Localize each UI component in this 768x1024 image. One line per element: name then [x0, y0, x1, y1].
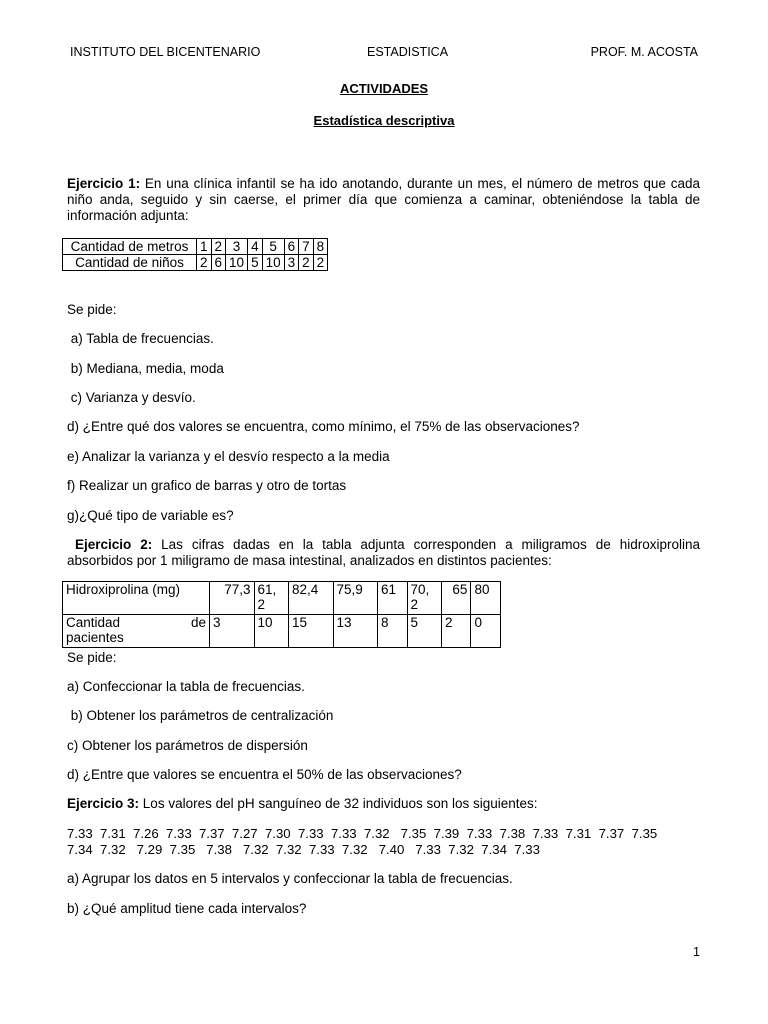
- table-cell: 70, 2: [407, 582, 441, 615]
- exercise-2-text: Las cifras dadas en la tabla adjunta corresponden a miligramos de hidroxiprolina absorbidos por 1 miligramo de masa intestinal, analizados en distintos pacientes:: [67, 537, 700, 568]
- table-cell: 3: [284, 255, 299, 271]
- exercise-2-se-pide: Se pide:: [67, 650, 117, 665]
- table-cell: 75,9: [333, 582, 378, 615]
- table-cell: 15: [289, 615, 334, 648]
- list-item: g)¿Qué tipo de variable es?: [67, 508, 234, 523]
- exercise-1-label: Ejercicio 1:: [67, 176, 141, 191]
- table-cell: 80: [471, 582, 501, 615]
- exercise-1-se-pide: Se pide:: [67, 302, 117, 317]
- table-cell: 1: [197, 239, 212, 255]
- table-cell: 2: [313, 255, 328, 271]
- exercise-3-label: Ejercicio 3:: [67, 796, 140, 811]
- table-cell: 3: [226, 239, 248, 255]
- table-cell: 5: [262, 239, 284, 255]
- list-item: b) ¿Qué amplitud tiene cada intervalos?: [67, 901, 307, 916]
- table-row: [63, 239, 328, 255]
- list-item: a) Tabla de frecuencias.: [67, 331, 214, 346]
- exercise-2-label: Ejercicio 2:: [75, 537, 153, 552]
- table-row-label: Hidroxiprolina (mg): [63, 582, 210, 615]
- table-cell: 2: [197, 255, 212, 271]
- table-cell: 0: [471, 615, 501, 648]
- table-cell: 10: [226, 255, 248, 271]
- table-cell: 13: [333, 615, 378, 648]
- exercise-3-statement: [67, 796, 538, 811]
- page-number: 1: [693, 945, 700, 959]
- table-cell: 2: [211, 239, 226, 255]
- list-item: d) ¿Entre que valores se encuentra el 50% de las observaciones?: [67, 767, 462, 782]
- table-cell: 7: [299, 239, 314, 255]
- list-item: a) Confeccionar la tabla de frecuencias.: [67, 679, 305, 694]
- table-row-label-part: Cantidad: [66, 615, 121, 630]
- list-item: b) Obtener los parámetros de centralización: [67, 708, 334, 723]
- table-cell: 82,4: [289, 582, 334, 615]
- table-row: [63, 255, 328, 271]
- ph-data-line: 7.34 7.32 7.29 7.35 7.38 7.32 7.32 7.33 7.32 7.40 7.33 7.32 7.34 7.33: [67, 842, 540, 857]
- list-item: c) Varianza y desvío.: [67, 390, 196, 405]
- list-item: a) Agrupar los datos en 5 intervalos y confeccionar la tabla de frecuencias.: [67, 871, 513, 886]
- exercise-1-statement: [67, 176, 700, 224]
- page-subtitle: Estadística descriptiva: [313, 113, 455, 128]
- list-item: c) Obtener los parámetros de dispersión: [67, 738, 308, 753]
- table-row-label-part: pacientes: [66, 630, 124, 645]
- table-row: [63, 582, 501, 615]
- exercise-1-table: [62, 238, 328, 271]
- list-item: b) Mediana, media, moda: [67, 361, 224, 376]
- table-cell: 10: [262, 255, 284, 271]
- table-row-label: Cantidad de metros: [63, 239, 197, 255]
- header-teacher: PROF. M. ACOSTA: [590, 45, 698, 59]
- table-row-label: [63, 615, 210, 648]
- table-cell: 6: [284, 239, 299, 255]
- header-institution: INSTITUTO DEL BICENTENARIO: [70, 45, 261, 59]
- list-item: e) Analizar la varianza y el desvío respecto a la media: [67, 449, 390, 464]
- table-row: [63, 615, 501, 648]
- table-cell: 65: [441, 582, 470, 615]
- table-cell: 61: [378, 582, 407, 615]
- exercise-2-table: [62, 581, 501, 648]
- table-cell: 77,3: [210, 582, 255, 615]
- table-cell: 8: [378, 615, 407, 648]
- list-item: d) ¿Entre qué dos valores se encuentra, como mínimo, el 75% de las observaciones?: [67, 419, 580, 434]
- table-cell: 61, 2: [254, 582, 288, 615]
- table-cell: 5: [248, 255, 263, 271]
- table-row-label-part: de: [190, 615, 206, 630]
- table-cell: 2: [441, 615, 470, 648]
- exercise-3-text: Los valores del pH sanguíneo de 32 individuos son los siguientes:: [139, 796, 538, 811]
- table-cell: 2: [299, 255, 314, 271]
- page-title: ACTIVIDADES: [339, 81, 429, 96]
- table-row-label: Cantidad de niños: [63, 255, 197, 271]
- table-cell: 8: [313, 239, 328, 255]
- exercise-1-text: En una clínica infantil se ha ido anotando, durante un mes, el número de metros que cada niño anda, seguido y sin caerse, el primer día que comienza a caminar, obteniéndose la tabla de información adjunta:: [67, 176, 700, 223]
- ph-data-line: 7.33 7.31 7.26 7.33 7.37 7.27 7.30 7.33 7.33 7.32 7.35 7.39 7.33 7.38 7.33 7.31 7.37 7.35: [67, 826, 658, 841]
- table-cell: 5: [407, 615, 441, 648]
- table-cell: 10: [254, 615, 288, 648]
- table-cell: 4: [248, 239, 263, 255]
- exercise-2-statement: [67, 537, 700, 569]
- table-cell: 3: [210, 615, 255, 648]
- table-cell: 6: [211, 255, 226, 271]
- header-subject: ESTADISTICA: [367, 45, 449, 59]
- page-header: [70, 45, 698, 63]
- list-item: f) Realizar un grafico de barras y otro de tortas: [67, 478, 347, 493]
